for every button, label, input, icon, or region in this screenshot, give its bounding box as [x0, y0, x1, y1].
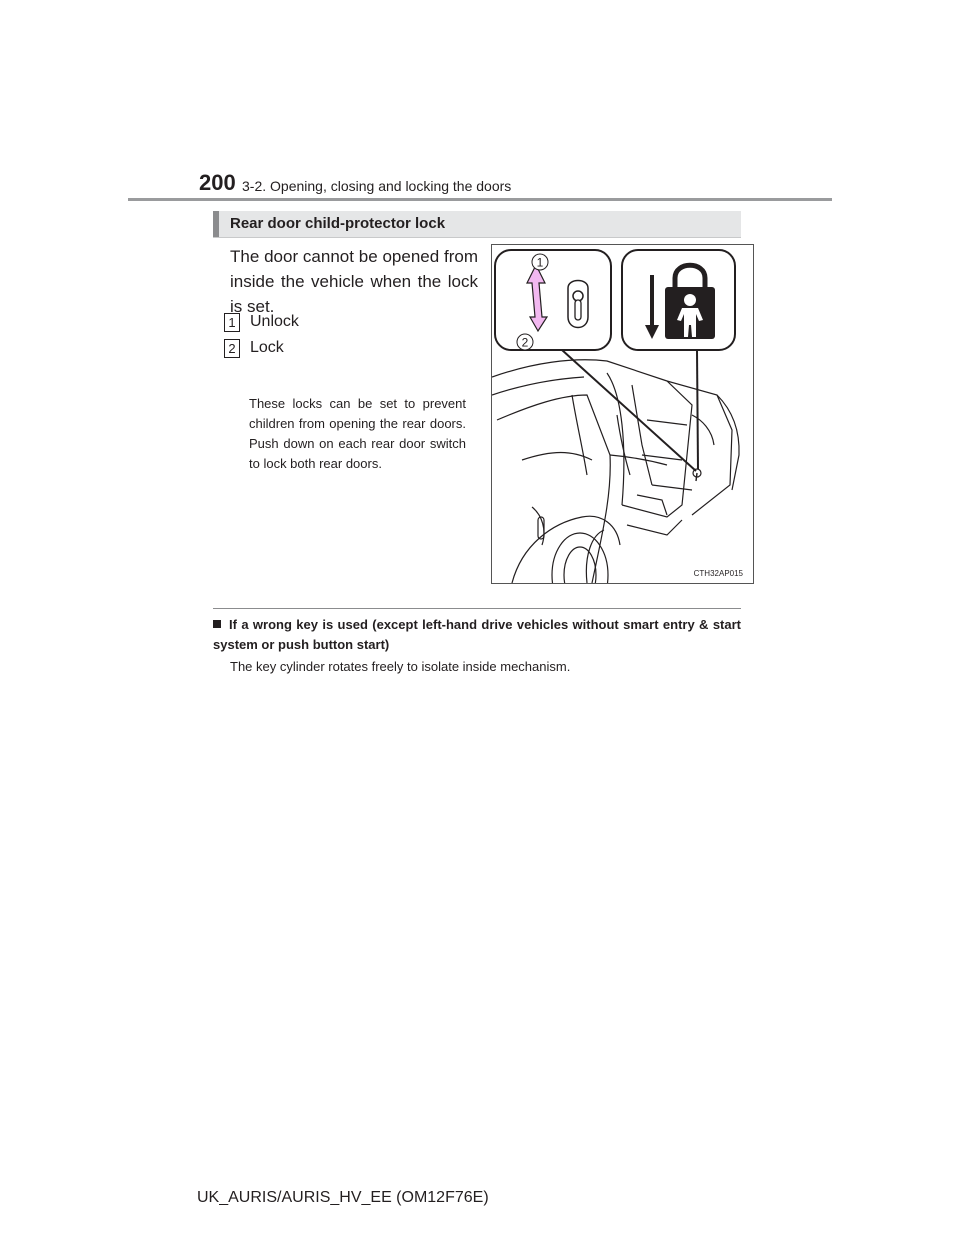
step-lock	[224, 338, 284, 358]
illustration-svg	[492, 245, 754, 584]
footer-model-code: UK_AURIS/AURIS_HV_EE (OM12F76E)	[197, 1189, 489, 1206]
figure-id: CTH32AP015	[693, 569, 743, 578]
note-paragraph: These locks can be set to prevent children from opening the rear doors. Push down on each rear door switch to lock both rear doors.	[249, 396, 466, 471]
section-divider	[213, 608, 741, 609]
step-label: Lock	[250, 339, 284, 356]
intro-paragraph: The door cannot be opened from inside the vehicle when the lock is set.	[230, 247, 478, 316]
step-number: 2	[224, 339, 240, 358]
bullet-heading-text: If a wrong key is used (except left-hand drive vehicles without smart entry & start system or push button start)	[213, 617, 741, 652]
step-label: Unlock	[250, 313, 299, 330]
header-rule	[128, 198, 832, 201]
section-heading	[213, 211, 741, 238]
square-bullet-icon	[213, 620, 221, 628]
bullet-heading	[213, 615, 741, 655]
step-unlock	[224, 312, 299, 332]
page-number: 200	[199, 170, 236, 195]
section-heading-text: Rear door child-protector lock	[230, 215, 446, 232]
section-title: 3-2. Opening, closing and locking the doors	[242, 178, 512, 194]
step-number: 1	[224, 313, 240, 332]
callout-2: 2	[521, 335, 529, 350]
heading-accent	[213, 211, 219, 237]
child-lock-illustration	[491, 244, 754, 584]
callout-1: 1	[536, 255, 544, 270]
bullet-text: The key cylinder rotates freely to isolate inside mechanism.	[230, 659, 571, 674]
